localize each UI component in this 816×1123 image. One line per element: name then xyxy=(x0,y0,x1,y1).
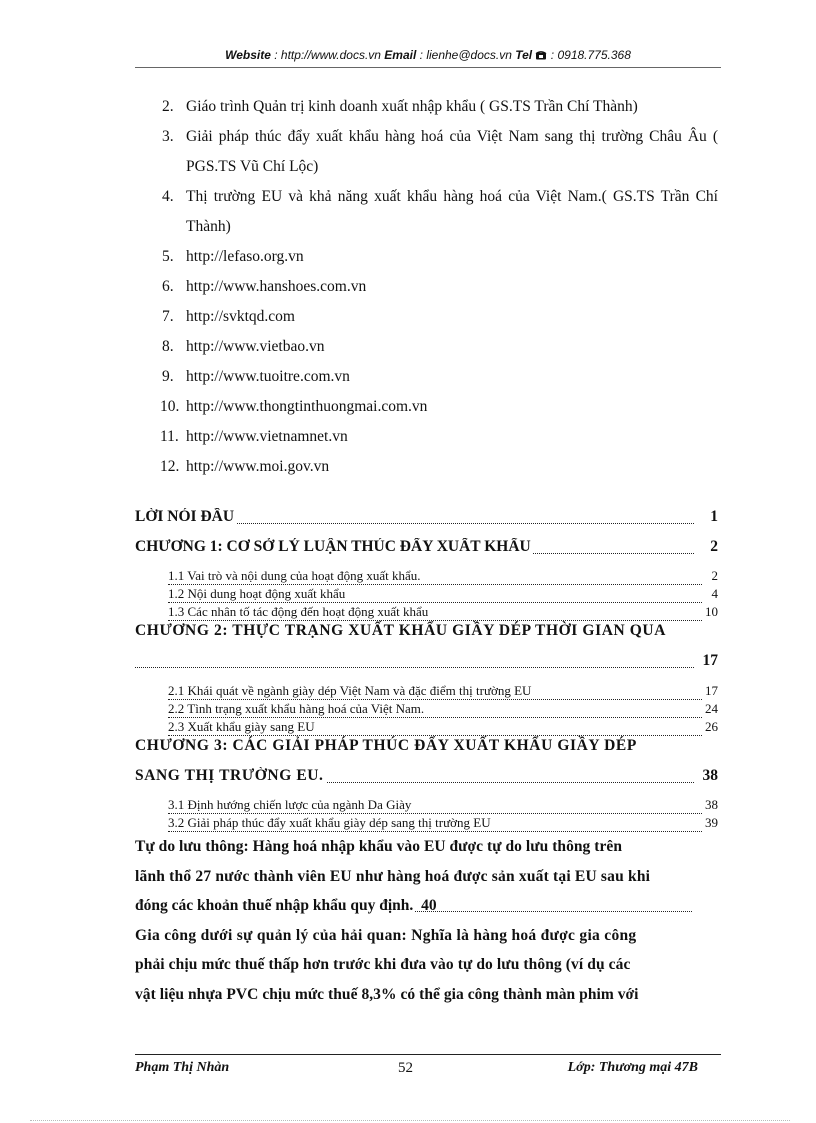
reference-number: 7. xyxy=(162,308,174,325)
reference-item xyxy=(162,452,718,482)
body-paragraph xyxy=(135,832,718,1009)
reference-item xyxy=(162,332,718,362)
toc-leader xyxy=(168,602,702,603)
email-label: Email xyxy=(384,48,417,62)
toc-chuong-2-title: CHƯƠNG 2: THỰC TRẠNG XUẤT KHẨU GIẦY DÉP THỜI GIAN QUA xyxy=(135,622,667,639)
toc-page: 10 xyxy=(705,604,718,619)
paragraph-line: đóng các khoản thuế nhập khẩu quy định. xyxy=(135,897,414,914)
footer-author: Phạm Thị Nhàn xyxy=(135,1060,230,1075)
paragraph-line-with-page xyxy=(135,891,718,921)
reference-item xyxy=(162,182,718,242)
toc-page: 24 xyxy=(705,701,718,716)
toc-page: 2 xyxy=(711,568,718,583)
reference-item xyxy=(162,242,718,272)
reference-number: 6. xyxy=(162,278,174,295)
toc-label: 1.2 Nội dung hoạt động xuất khẩu xyxy=(168,586,346,601)
toc-entry-loi-noi-dau xyxy=(135,508,718,528)
reference-number: 5. xyxy=(162,248,174,265)
toc-page: 2 xyxy=(710,538,718,555)
reference-number: 2. xyxy=(162,98,174,115)
toc-label: 3.1 Định hướng chiến lược của ngành Da Giày xyxy=(168,797,412,812)
website-label: Website xyxy=(225,48,271,62)
toc-entry-3-1 xyxy=(168,797,718,817)
reference-item xyxy=(162,272,718,302)
reference-text: http://www.vietbao.vn xyxy=(186,338,325,355)
reference-text: Giải pháp thúc đẩy xuất khẩu hàng hoá của Việt Nam sang thị trường Châu Âu ( PGS.TS Vũ Chí Lộc) xyxy=(186,128,718,175)
toc-label: 1.3 Các nhân tố tác động đến hoạt động xuất khẩu xyxy=(168,604,429,619)
reference-number: 12. xyxy=(160,458,180,475)
reference-item xyxy=(162,362,718,392)
paragraph-line: lãnh thổ 27 nước thành viên EU như hàng hoá được sản xuất tại EU sau khi xyxy=(135,867,651,885)
email-value: : lienhe@docs.vn xyxy=(416,48,516,62)
reference-item xyxy=(162,392,718,422)
toc-entry-chuong-3 xyxy=(135,767,718,787)
toc-label: LỜI NÓI ĐẦU xyxy=(135,508,235,525)
toc-leader xyxy=(168,699,702,700)
reference-text: http://www.thongtinthuongmai.com.vn xyxy=(186,398,428,415)
toc-page: 38 xyxy=(705,797,718,812)
toc-page: 17 xyxy=(705,683,718,698)
reference-list xyxy=(162,92,718,482)
toc-leader xyxy=(168,735,702,736)
reference-number: 3. xyxy=(162,128,174,145)
header-divider xyxy=(135,67,721,68)
reference-text: http://www.vietnamnet.vn xyxy=(186,428,348,445)
toc-entry-2-3 xyxy=(168,719,718,739)
toc-label: 2.3 Xuất khẩu giày sang EU xyxy=(168,719,315,734)
toc-page: 26 xyxy=(705,719,718,734)
toc-entry-2-1 xyxy=(168,683,718,703)
toc-entry-1-2 xyxy=(168,586,718,606)
reference-item xyxy=(162,302,718,332)
toc-leader xyxy=(135,667,694,668)
reference-text: http://www.tuoitre.com.vn xyxy=(186,368,350,385)
toc-page: 17 xyxy=(702,652,718,669)
paragraph-line: Tự do lưu thông: Hàng hoá nhập khẩu vào EU được tự do lưu thông trên xyxy=(135,838,623,855)
toc-entry-chuong-1 xyxy=(135,538,718,558)
toc-label: 2.2 Tình trạng xuất khẩu hàng hoá của Việt Nam. xyxy=(168,701,425,716)
toc-entry-1-1 xyxy=(168,568,718,588)
reference-number: 8. xyxy=(162,338,174,355)
tel-label: Tel xyxy=(515,48,533,62)
toc-page: 40 xyxy=(421,897,437,914)
toc-leader xyxy=(168,584,702,585)
reference-text: http://lefaso.org.vn xyxy=(186,248,304,265)
toc-label: 2.1 Khái quát về ngành giày dép Việt Nam và đặc điểm thị trường EU xyxy=(168,683,532,698)
reference-number: 9. xyxy=(162,368,174,385)
paragraph-line: phải chịu mức thuế thấp hơn trước khi đưa vào tự do lưu thông (ví dụ các xyxy=(135,956,631,973)
phone-icon xyxy=(535,50,547,60)
reference-text: Thị trường EU và khả năng xuất khẩu hàng hoá của Việt Nam.( GS.TS Trần Chí Thành) xyxy=(186,188,718,235)
toc-chuong-3-title: CHƯƠNG 3: CÁC GIẢI PHÁP THÚC ĐẨY XUẤT KHẨU GIẦY DÉP xyxy=(135,737,637,754)
reference-text: http://www.hanshoes.com.vn xyxy=(186,278,367,295)
reference-item xyxy=(162,92,718,122)
reference-text: http://www.moi.gov.vn xyxy=(186,458,330,475)
toc-page: 4 xyxy=(711,586,718,601)
toc-label: 3.2 Giải pháp thúc đẩy xuất khẩu giày dép sang thị trường EU xyxy=(168,815,491,830)
toc-label: SANG THỊ TRƯỜNG EU. xyxy=(135,767,324,784)
toc-page: 39 xyxy=(705,815,718,830)
toc-label: 1.1 Vai trò và nội dung của hoạt động xuất khẩu. xyxy=(168,568,421,583)
page-header xyxy=(135,48,721,62)
page-bottom-border xyxy=(30,1120,790,1121)
reference-item xyxy=(162,122,718,182)
reference-item xyxy=(162,422,718,452)
toc-leader xyxy=(168,717,702,718)
footer-class: Lớp: Thương mại 47B xyxy=(567,1060,698,1075)
toc-entry-chuong-2 xyxy=(135,652,718,672)
toc-leader xyxy=(168,813,702,814)
reference-number: 11. xyxy=(160,428,179,445)
reference-text: Giáo trình Quản trị kinh doanh xuất nhập khẩu ( GS.TS Trần Chí Thành) xyxy=(186,98,638,115)
website-value: : http://www.docs.vn xyxy=(270,48,385,62)
footer-divider xyxy=(135,1054,721,1055)
reference-number: 4. xyxy=(162,188,174,205)
toc-leader xyxy=(168,620,702,621)
toc-entry-1-3 xyxy=(168,604,718,624)
toc-entry-2-2 xyxy=(168,701,718,721)
reference-text: http://svktqd.com xyxy=(186,308,295,325)
reference-number: 10. xyxy=(160,398,180,415)
toc-label: CHƯƠNG 1: CƠ SỞ LÝ LUẬN THÚC ĐẨY XUẤT KHẨU xyxy=(135,538,531,555)
toc-page: 38 xyxy=(702,767,718,784)
tel-value: : 0918.775.368 xyxy=(547,48,631,62)
paragraph-line: Gia công dưới sự quản lý của hải quan: Nghĩa là hàng hoá được gia công xyxy=(135,926,637,944)
paragraph-line: vật liệu nhựa PVC chịu mức thuế 8,3% có thể gia công thành màn phim với xyxy=(135,985,639,1003)
toc-page: 1 xyxy=(710,508,718,525)
footer-page-number: 52 xyxy=(398,1060,413,1076)
